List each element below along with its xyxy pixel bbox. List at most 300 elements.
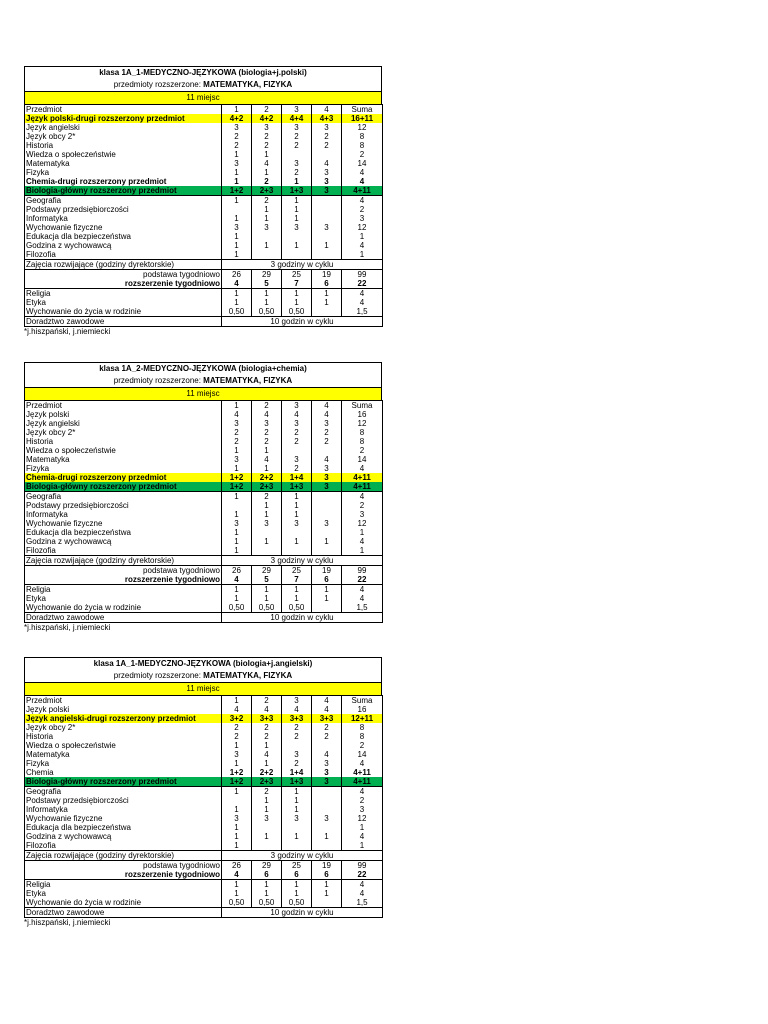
subject-name: Chemia-drugi rozszerzony przedmiot [25, 473, 222, 482]
hours-year-3: 7 [282, 575, 312, 585]
hours-year-1: 1 [222, 832, 252, 841]
hours-year-2: 1 [252, 214, 282, 223]
hours-year-2: 1 [252, 805, 282, 814]
hours-year-3: 3 [282, 159, 312, 168]
table-row [25, 289, 383, 299]
schedule-table-1a-1-angielski [24, 657, 382, 928]
hours-sum: 1,5 [342, 307, 383, 317]
subject-name: Matematyka [25, 159, 222, 168]
table-row [25, 814, 383, 823]
hours-year-2: 1 [252, 759, 282, 768]
table-row [25, 823, 383, 832]
hours-year-1: 1 [222, 241, 252, 250]
hours-year-1: 1 [222, 528, 252, 537]
table-row [25, 908, 383, 918]
table-row [25, 455, 383, 464]
hours-year-2: 4 [252, 455, 282, 464]
hours-year-4: 4 [312, 705, 342, 714]
hours-sum: Suma [342, 105, 383, 115]
table-row [25, 594, 383, 603]
hours-year-4: 6 [312, 575, 342, 585]
hours-year-4: 2 [312, 428, 342, 437]
hours-sum: 8 [342, 141, 383, 150]
hours-year-1: 1 [222, 841, 252, 851]
hours-year-3 [282, 741, 312, 750]
hours-year-4 [312, 823, 342, 832]
table-header [24, 657, 382, 695]
subject-name: Przedmiot [25, 401, 222, 411]
hours-year-3: 4+4 [282, 114, 312, 123]
hours-year-1: 2 [222, 732, 252, 741]
subject-name: rozszerzenie tygodniowo [25, 870, 222, 880]
hours-year-2: 1 [252, 889, 282, 898]
cycle-hours: 3 godziny w cyklu [222, 260, 383, 270]
hours-sum: 2 [342, 205, 383, 214]
table-row [25, 473, 383, 482]
table-row [25, 482, 383, 492]
hours-year-4: 3 [312, 177, 342, 186]
hours-year-4 [312, 741, 342, 750]
hours-year-3: 1 [282, 832, 312, 841]
cycle-hours: 10 godzin w cyklu [222, 317, 383, 327]
table-row [25, 105, 383, 115]
table-row [25, 880, 383, 890]
subject-name: podstawa tygodniowo [25, 566, 222, 576]
subject-name: Wiedza o społeczeństwie [25, 741, 222, 750]
table-row [25, 796, 383, 805]
hours-year-3: 1 [282, 501, 312, 510]
hours-year-2: 1 [252, 510, 282, 519]
hours-sum: 4 [342, 177, 383, 186]
hours-year-3: 1 [282, 889, 312, 898]
table-row [25, 537, 383, 546]
hours-year-1: 4+2 [222, 114, 252, 123]
hours-sum: 4 [342, 537, 383, 546]
hours-year-2: 2 [252, 105, 282, 115]
subject-name: Wychowanie fizyczne [25, 814, 222, 823]
hours-year-3: 1+4 [282, 768, 312, 777]
cycle-hours: 10 godzin w cyklu [222, 613, 383, 623]
hours-sum: 1,5 [342, 603, 383, 613]
hours-year-2: 2 [252, 141, 282, 150]
hours-sum: 8 [342, 428, 383, 437]
hours-year-3: 0,50 [282, 307, 312, 317]
hours-year-3 [282, 528, 312, 537]
subject-name: Doradztwo zawodowe [25, 317, 222, 327]
hours-year-2: 29 [252, 270, 282, 280]
hours-year-3: 2 [282, 723, 312, 732]
hours-year-4: 6 [312, 870, 342, 880]
hours-year-2: 2+3 [252, 482, 282, 492]
hours-year-1: 1 [222, 546, 252, 556]
cycle-hours: 3 godziny w cyklu [222, 556, 383, 566]
table-row [25, 437, 383, 446]
hours-year-2: 1 [252, 298, 282, 307]
table-row [25, 260, 383, 270]
table-row [25, 317, 383, 327]
hours-year-1: 1 [222, 880, 252, 890]
hours-year-4: 1 [312, 594, 342, 603]
hours-year-1: 3 [222, 750, 252, 759]
hours-year-4: 1 [312, 298, 342, 307]
hours-year-1 [222, 205, 252, 214]
hours-year-3: 1 [282, 214, 312, 223]
subject-name: Język angielski-drugi rozszerzony przedmiot [25, 714, 222, 723]
hours-year-1: 1 [222, 446, 252, 455]
hours-year-3: 3 [282, 455, 312, 464]
hours-year-4: 3 [312, 123, 342, 132]
hours-year-4: 3 [312, 768, 342, 777]
hours-year-1: 2 [222, 141, 252, 150]
table-row [25, 603, 383, 613]
table-row [25, 410, 383, 419]
hours-year-4 [312, 501, 342, 510]
hours-sum: 22 [342, 575, 383, 585]
hours-sum: 99 [342, 566, 383, 576]
hours-sum: 22 [342, 279, 383, 289]
subject-name: Geografia [25, 196, 222, 206]
hours-year-4 [312, 446, 342, 455]
subject-name: Wychowanie fizyczne [25, 223, 222, 232]
hours-year-3: 1 [282, 787, 312, 797]
table-row [25, 575, 383, 585]
hours-year-4: 3 [312, 814, 342, 823]
hours-year-2: 2 [252, 196, 282, 206]
subject-name: Wychowanie do życia w rodzinie [25, 307, 222, 317]
hours-year-3: 3 [282, 814, 312, 823]
hours-year-4: 2 [312, 132, 342, 141]
hours-sum: 3 [342, 510, 383, 519]
places-count: 11 miejsc [25, 91, 381, 104]
hours-year-4 [312, 796, 342, 805]
hours-year-2: 2 [252, 401, 282, 411]
hours-year-1 [222, 796, 252, 805]
hours-year-1: 1 [222, 741, 252, 750]
hours-year-1: 0,50 [222, 307, 252, 317]
hours-year-2 [252, 232, 282, 241]
hours-year-4: 1 [312, 585, 342, 595]
table-row [25, 805, 383, 814]
hours-year-2: 2+2 [252, 768, 282, 777]
hours-year-2: 1 [252, 168, 282, 177]
hours-year-4: 3 [312, 464, 342, 473]
hours-year-3: 3 [282, 696, 312, 706]
table-row [25, 732, 383, 741]
table-row [25, 132, 383, 141]
hours-sum: Suma [342, 696, 383, 706]
subject-name: Wychowanie fizyczne [25, 519, 222, 528]
hours-year-4 [312, 250, 342, 260]
hours-year-1: 1 [222, 105, 252, 115]
hours-year-1: 1 [222, 889, 252, 898]
hours-sum: 12 [342, 814, 383, 823]
table-row [25, 723, 383, 732]
subject-name: Wiedza o społeczeństwie [25, 150, 222, 159]
hours-year-2: 1 [252, 464, 282, 473]
hours-year-2: 29 [252, 566, 282, 576]
hours-year-4 [312, 150, 342, 159]
hours-year-3: 3 [282, 519, 312, 528]
hours-year-3: 3+3 [282, 714, 312, 723]
table-row [25, 832, 383, 841]
hours-year-4: 3 [312, 186, 342, 196]
hours-year-3 [282, 446, 312, 455]
table-row [25, 861, 383, 871]
extended-subjects: MATEMATYKA, FIZYKA [203, 376, 293, 385]
hours-sum: 4 [342, 168, 383, 177]
hours-year-2: 0,50 [252, 898, 282, 908]
hours-year-1: 1 [222, 150, 252, 159]
hours-year-4: 1 [312, 241, 342, 250]
hours-year-2: 4 [252, 750, 282, 759]
subject-name: Etyka [25, 594, 222, 603]
hours-year-4 [312, 528, 342, 537]
hours-year-4: 2 [312, 723, 342, 732]
hours-year-4 [312, 232, 342, 241]
hours-sum: 14 [342, 750, 383, 759]
hours-sum: 2 [342, 796, 383, 805]
class-title: klasa 1A_2-MEDYCZNO-JĘZYKOWA (biologia+chemia) [99, 364, 307, 373]
hours-year-2: 2 [252, 787, 282, 797]
table-row [25, 501, 383, 510]
hours-sum: 1 [342, 546, 383, 556]
subject-name: Informatyka [25, 805, 222, 814]
subject-name: Fizyka [25, 464, 222, 473]
hours-year-2: 5 [252, 575, 282, 585]
table-row [25, 585, 383, 595]
hours-year-1: 26 [222, 270, 252, 280]
hours-year-4 [312, 546, 342, 556]
subject-name: podstawa tygodniowo [25, 861, 222, 871]
subject-name: Biologia-główny rozszerzony przedmiot [25, 482, 222, 492]
hours-year-1: 1+2 [222, 777, 252, 787]
table-row [25, 279, 383, 289]
hours-year-2 [252, 841, 282, 851]
hours-year-4 [312, 841, 342, 851]
hours-year-4 [312, 214, 342, 223]
hours-year-4 [312, 492, 342, 502]
hours-year-1: 2 [222, 428, 252, 437]
hours-year-2: 4+2 [252, 114, 282, 123]
class-title: klasa 1A_1-MEDYCZNO-JĘZYKOWA (biologia+j.angielski) [93, 659, 313, 668]
hours-year-4: 3 [312, 519, 342, 528]
subject-name: Chemia-drugi rozszerzony przedmiot [25, 177, 222, 186]
hours-year-1: 3 [222, 419, 252, 428]
hours-year-1: 0,50 [222, 898, 252, 908]
hours-year-1: 3 [222, 814, 252, 823]
hours-year-2 [252, 250, 282, 260]
subject-name: Przedmiot [25, 696, 222, 706]
table-row [25, 519, 383, 528]
hours-sum: Suma [342, 401, 383, 411]
subject-name: Godzina z wychowawcą [25, 832, 222, 841]
hours-year-3: 1 [282, 289, 312, 299]
subject-name: Podstawy przedsiębiorczości [25, 205, 222, 214]
subject-name: rozszerzenie tygodniowo [25, 575, 222, 585]
subject-name: Język polski-drugi rozszerzony przedmiot [25, 114, 222, 123]
hours-year-3: 1 [282, 492, 312, 502]
hours-sum: 2 [342, 501, 383, 510]
hours-year-1: 1 [222, 805, 252, 814]
hours-year-2: 3 [252, 123, 282, 132]
hours-year-4: 3 [312, 482, 342, 492]
subjects-table [24, 400, 383, 623]
hours-year-3: 3 [282, 105, 312, 115]
hours-year-2: 6 [252, 870, 282, 880]
hours-year-3: 1 [282, 298, 312, 307]
subject-name: Biologia-główny rozszerzony przedmiot [25, 186, 222, 196]
hours-sum: 4 [342, 594, 383, 603]
hours-year-3: 3 [282, 123, 312, 132]
hours-year-4: 3 [312, 777, 342, 787]
subject-name: Język angielski [25, 419, 222, 428]
hours-year-4 [312, 603, 342, 613]
hours-year-3: 0,50 [282, 603, 312, 613]
hours-year-3: 2 [282, 437, 312, 446]
hours-sum: 4 [342, 298, 383, 307]
table-row [25, 759, 383, 768]
hours-year-2: 1 [252, 241, 282, 250]
hours-sum: 1 [342, 841, 383, 851]
table-row [25, 889, 383, 898]
table-row [25, 298, 383, 307]
hours-year-4 [312, 805, 342, 814]
subject-name: Filozofia [25, 841, 222, 851]
hours-year-2: 1 [252, 585, 282, 595]
hours-sum: 8 [342, 723, 383, 732]
schedule-table-1a-2-chemia [24, 362, 382, 633]
hours-year-3 [282, 841, 312, 851]
hours-sum: 8 [342, 732, 383, 741]
hours-sum: 4 [342, 759, 383, 768]
subject-name: Zajęcia rozwijające (godziny dyrektorskie) [25, 556, 222, 566]
table-row [25, 114, 383, 123]
hours-year-4 [312, 205, 342, 214]
hours-year-4: 3 [312, 759, 342, 768]
hours-year-4: 1 [312, 832, 342, 841]
hours-year-3: 1 [282, 805, 312, 814]
hours-sum: 99 [342, 861, 383, 871]
hours-year-4: 3 [312, 473, 342, 482]
hours-year-3: 7 [282, 279, 312, 289]
table-row [25, 159, 383, 168]
hours-year-1: 2 [222, 723, 252, 732]
subject-name: Doradztwo zawodowe [25, 613, 222, 623]
subject-name: Historia [25, 732, 222, 741]
hours-year-4 [312, 510, 342, 519]
hours-sum: 4 [342, 585, 383, 595]
subject-name: Matematyka [25, 750, 222, 759]
hours-year-2: 4 [252, 159, 282, 168]
hours-year-1: 1+2 [222, 186, 252, 196]
table-row [25, 566, 383, 576]
hours-year-3: 1 [282, 196, 312, 206]
hours-year-2: 1 [252, 537, 282, 546]
hours-year-4: 4 [312, 401, 342, 411]
hours-year-4 [312, 196, 342, 206]
hours-year-2: 1 [252, 796, 282, 805]
subject-name: Język polski [25, 705, 222, 714]
subject-name: Fizyka [25, 168, 222, 177]
table-row [25, 464, 383, 473]
hours-year-4: 19 [312, 270, 342, 280]
subject-name: Wychowanie do życia w rodzinie [25, 603, 222, 613]
hours-year-2: 2 [252, 696, 282, 706]
hours-year-1: 1 [222, 594, 252, 603]
subject-name: Edukacja dla bezpieczeństwa [25, 823, 222, 832]
hours-year-1: 1 [222, 214, 252, 223]
table-row [25, 841, 383, 851]
hours-sum: 1 [342, 250, 383, 260]
table-row [25, 777, 383, 787]
hours-year-2: 2+3 [252, 186, 282, 196]
table-row [25, 714, 383, 723]
table-row [25, 446, 383, 455]
hours-year-3: 1 [282, 241, 312, 250]
subject-name: Informatyka [25, 510, 222, 519]
hours-sum: 12 [342, 419, 383, 428]
table-row [25, 492, 383, 502]
table-row [25, 696, 383, 706]
subject-name: Wiedza o społeczeństwie [25, 446, 222, 455]
subject-name: Podstawy przedsiębiorczości [25, 501, 222, 510]
hours-year-1: 1 [222, 177, 252, 186]
hours-year-1: 1 [222, 401, 252, 411]
extended-subjects-line [25, 670, 381, 682]
hours-sum: 22 [342, 870, 383, 880]
hours-year-4: 4 [312, 750, 342, 759]
footnote: *j.hiszpański, j.niemiecki [24, 327, 111, 336]
hours-year-1: 1 [222, 787, 252, 797]
table-row [25, 510, 383, 519]
table-row [25, 870, 383, 880]
subject-name: Zajęcia rozwijające (godziny dyrektorskie) [25, 260, 222, 270]
hours-year-3: 2 [282, 168, 312, 177]
hours-sum: 4 [342, 787, 383, 797]
places-count: 11 miejsc [25, 387, 381, 400]
hours-year-2: 5 [252, 279, 282, 289]
hours-year-2: 3+3 [252, 714, 282, 723]
hours-year-3: 4 [282, 410, 312, 419]
table-row [25, 705, 383, 714]
subject-name: Wychowanie do życia w rodzinie [25, 898, 222, 908]
class-title: klasa 1A_1-MEDYCZNO-JĘZYKOWA (biologia+j.polski) [99, 68, 307, 77]
hours-year-1: 1 [222, 585, 252, 595]
hours-year-3: 3 [282, 223, 312, 232]
hours-year-3: 1 [282, 537, 312, 546]
subject-name: Matematyka [25, 455, 222, 464]
subject-name: podstawa tygodniowo [25, 270, 222, 280]
hours-year-2: 2 [252, 723, 282, 732]
hours-year-1: 2 [222, 437, 252, 446]
hours-year-2: 3 [252, 519, 282, 528]
table-row [25, 223, 383, 232]
hours-year-3: 1+3 [282, 482, 312, 492]
hours-year-4: 4+3 [312, 114, 342, 123]
subject-name: Godzina z wychowawcą [25, 537, 222, 546]
hours-sum: 4 [342, 241, 383, 250]
hours-year-2: 1 [252, 205, 282, 214]
hours-year-3: 1 [282, 880, 312, 890]
schedule-table-1a-1-polski [24, 66, 382, 337]
hours-year-1: 1 [222, 492, 252, 502]
subject-name: Godzina z wychowawcą [25, 241, 222, 250]
hours-year-1: 3 [222, 455, 252, 464]
hours-year-1: 3 [222, 519, 252, 528]
hours-year-4 [312, 307, 342, 317]
hours-year-1: 4 [222, 410, 252, 419]
hours-year-4: 3 [312, 223, 342, 232]
